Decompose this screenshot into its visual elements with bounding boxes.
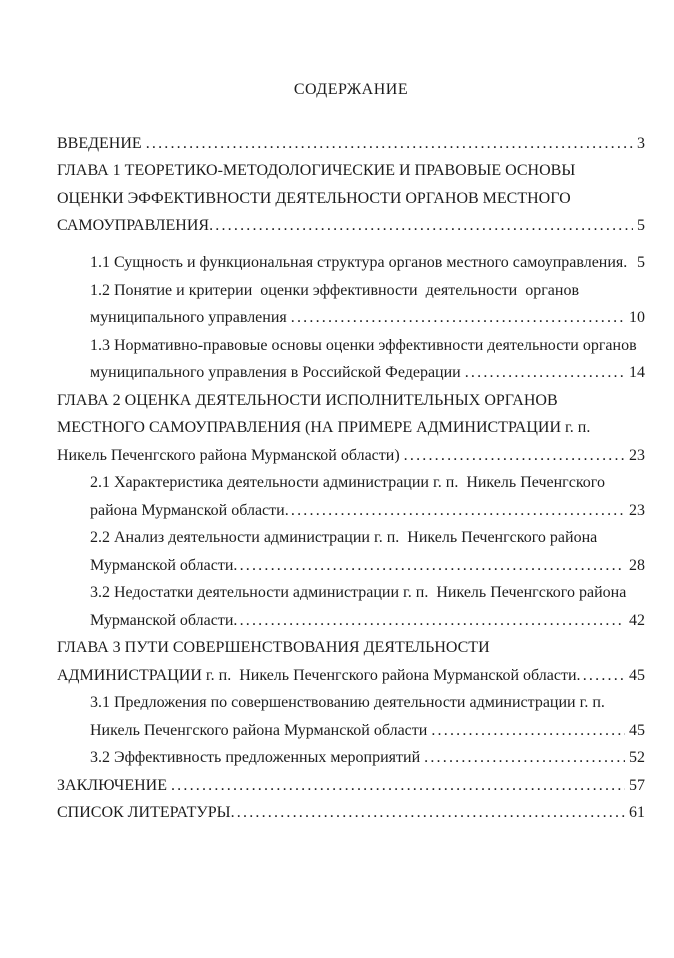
toc-entry xyxy=(57,689,645,744)
toc-entry-text: СПИСОК ЛИТЕРАТУРЫ xyxy=(57,804,231,821)
toc-entry-line: 3.2 Недостатки деятельности администрации г. п. Никель Печенгского района xyxy=(90,584,627,601)
toc-entry-last-line xyxy=(57,240,645,277)
dot-leader xyxy=(233,552,625,580)
toc-page-number: 52 xyxy=(629,749,645,766)
toc-entry-line: ОЦЕНКИ ЭФФЕКТИВНОСТИ ДЕЯТЕЛЬНОСТИ ОРГАНОВ МЕСТНОГО xyxy=(57,189,571,207)
toc-entry xyxy=(57,799,645,827)
toc-entry-last-line xyxy=(57,744,645,772)
toc-entry xyxy=(57,277,645,332)
toc-entry-line: 2.1 Характеристика деятельности администрации г. п. Никель Печенгского xyxy=(90,474,605,491)
dot-leader xyxy=(231,799,625,827)
toc-entry-wrapped-lines xyxy=(57,524,645,552)
dot-leader xyxy=(171,772,625,800)
toc-page-number: 23 xyxy=(629,446,645,464)
toc-entry-wrapped-lines xyxy=(57,634,645,662)
dot-leader xyxy=(291,304,625,332)
toc-entry-text: Никель Печенгского района Мурманской области xyxy=(90,721,432,739)
toc-entry-line: ГЛАВА 3 ПУТИ СОВЕРШЕНСТВОВАНИЯ ДЕЯТЕЛЬНОСТИ xyxy=(57,639,490,656)
dot-leader xyxy=(209,212,633,240)
toc-page-number: 23 xyxy=(629,501,645,519)
dot-leader xyxy=(431,717,625,745)
toc-page-number: 3 xyxy=(637,134,645,152)
toc-entry-text: САМОУПРАВЛЕНИЯ xyxy=(57,217,210,234)
toc-entry-text: АДМИНИСТРАЦИИ г. п. Никель Печенгского района Мурманской области xyxy=(57,666,577,684)
toc-entry-line: ГЛАВА 1 ТЕОРЕТИКО-МЕТОДОЛОГИЧЕСКИЕ И ПРАВОВЫЕ ОСНОВЫ xyxy=(57,162,576,179)
toc-entry-text: 3.2 Эффективность предложенных мероприятий xyxy=(90,749,425,766)
dot-leader xyxy=(424,744,625,772)
toc-entry-wrapped-lines xyxy=(57,332,645,360)
toc-entry-text: ЗАКЛЮЧЕНИЕ xyxy=(57,776,171,794)
toc-entry-text: Мурманской области xyxy=(90,611,234,629)
dot-leader xyxy=(146,130,633,158)
toc-entry xyxy=(57,469,645,524)
toc-page-number: 45 xyxy=(629,721,645,739)
toc-page-number: 61 xyxy=(629,804,645,821)
toc-entry-line: ГЛАВА 2 ОЦЕНКА ДЕЯТЕЛЬНОСТИ ИСПОЛНИТЕЛЬНЫХ ОРГАНОВ xyxy=(57,391,558,409)
toc-entry-line: МЕСТНОГО САМОУПРАВЛЕНИЯ (НА ПРИМЕРЕ АДМИНИСТРАЦИИ г. п. xyxy=(57,419,591,436)
toc-page-number: 57 xyxy=(629,776,645,794)
toc-entry-wrapped-lines xyxy=(57,579,645,607)
dot-leader xyxy=(285,497,625,525)
toc-entry-text: 1.1 Сущность и функциональная структура органов местного самоуправления. xyxy=(90,254,628,271)
toc-entry-last-line xyxy=(57,607,645,635)
toc-entry-line: 1.3 Нормативно-правовые основы оценки эффективности деятельности органов xyxy=(90,336,637,354)
toc-entry-wrapped-lines xyxy=(57,277,645,305)
toc-entry-line: 1.2 Понятие и критерии оценки эффективности деятельности органов xyxy=(90,281,579,299)
dot-leader xyxy=(577,662,625,690)
toc-entry-text: ВВЕДЕНИЕ xyxy=(57,134,146,152)
toc-entry-text: Никель Печенгского района Мурманской области) xyxy=(57,446,404,464)
toc-entry-last-line xyxy=(57,772,645,800)
toc-page-number: 10 xyxy=(629,309,645,326)
toc-entry-last-line xyxy=(57,662,645,690)
toc-title: СОДЕРЖАНИЕ xyxy=(293,81,409,98)
toc-page-number: 42 xyxy=(629,611,645,629)
toc-entry-last-line xyxy=(57,442,645,470)
toc-entry-text: муниципального управления в Российской Федерации xyxy=(90,364,465,381)
dot-leader xyxy=(465,359,625,387)
toc-list xyxy=(57,130,645,827)
toc-entry-wrapped-lines xyxy=(57,689,645,717)
toc-entry-last-line xyxy=(57,359,645,387)
toc-entry xyxy=(57,130,645,158)
toc-entry xyxy=(57,634,645,689)
toc-entry-last-line xyxy=(57,130,645,158)
toc-entry xyxy=(57,387,645,470)
toc-page-number: 5 xyxy=(637,254,645,271)
dot-leader xyxy=(404,442,625,470)
dot-leader xyxy=(233,607,625,635)
toc-entry xyxy=(57,240,645,277)
toc-entry-last-line xyxy=(57,212,645,240)
toc-entry xyxy=(57,772,645,800)
toc-entry-wrapped-lines xyxy=(57,387,645,442)
toc-entry-wrapped-lines xyxy=(57,469,645,497)
toc-entry-wrapped-lines xyxy=(57,157,645,212)
toc-entry xyxy=(57,744,645,772)
toc-page-number: 45 xyxy=(629,666,645,684)
toc-entry-last-line xyxy=(57,717,645,745)
toc-entry-last-line xyxy=(57,304,645,332)
toc-entry-line: 2.2 Анализ деятельности администрации г. п. Никель Печенгского района xyxy=(90,529,598,546)
toc-entry xyxy=(57,332,645,387)
toc-entry-last-line xyxy=(57,497,645,525)
toc-page-number: 28 xyxy=(629,556,645,574)
toc-entry xyxy=(57,157,645,240)
toc-page-number: 5 xyxy=(637,217,645,234)
toc-entry xyxy=(57,579,645,634)
toc-entry-last-line xyxy=(57,552,645,580)
toc-entry-last-line xyxy=(57,799,645,827)
toc-entry xyxy=(57,524,645,579)
toc-entry-text: Мурманской области xyxy=(90,556,234,574)
toc-entry-line: 3.1 Предложения по совершенствованию деятельности администрации г. п. xyxy=(90,694,605,711)
toc-entry-text: муниципального управления xyxy=(90,309,291,326)
toc-entry-text: района Мурманской области xyxy=(90,501,285,519)
toc-page-number: 14 xyxy=(629,364,645,381)
